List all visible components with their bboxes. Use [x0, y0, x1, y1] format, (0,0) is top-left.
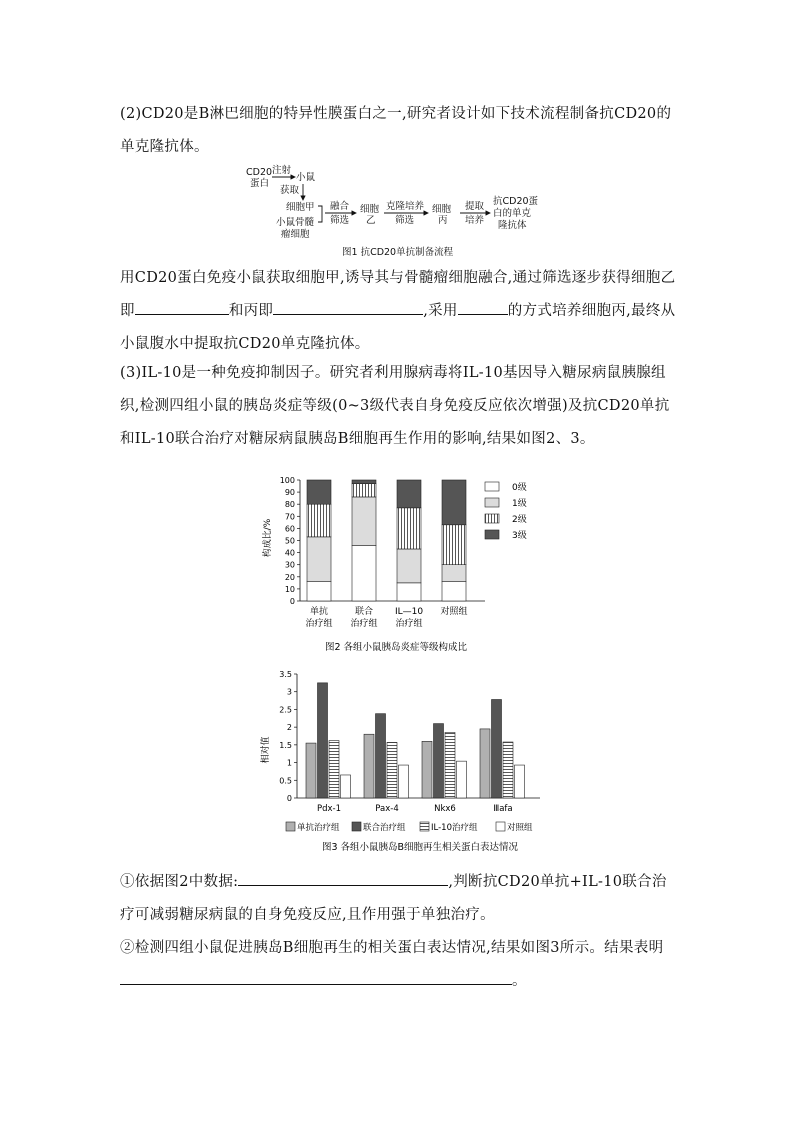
- chart2-x-label: 单抗: [309, 607, 329, 617]
- chart3-legend-swatch: [420, 822, 429, 831]
- chart3-bar: [480, 729, 490, 798]
- chart2-bar-segment: [397, 480, 421, 508]
- chart2-y-tick-label: 80: [284, 500, 295, 510]
- flow-cell-a: 细胞甲: [286, 202, 315, 213]
- chart3-legend-label: 对照组: [507, 823, 533, 833]
- q3-sub1-b: ,判断抗CD20单抗+IL-10联合治疗可减弱糖尿病鼠的自身免疫反应,且作用强于单独治疗。: [120, 874, 667, 923]
- flow-mouse: 小鼠: [296, 172, 316, 183]
- chart2-x-label: 联合: [354, 607, 374, 617]
- chart3-bar: [318, 683, 328, 798]
- flow-myeloma-1: 小鼠骨髓: [276, 217, 315, 228]
- chart3-bar: [457, 761, 467, 798]
- q3-sub2-b: 。: [512, 973, 527, 989]
- chart2-bar-segment: [352, 480, 376, 484]
- chart3-y-tick-label: 0: [286, 794, 292, 803]
- chart2-legend-swatch: [485, 498, 499, 507]
- chart3-bar: [503, 742, 513, 798]
- flowchart-figure1: [0, 160, 794, 260]
- q2-fill: [120, 262, 680, 361]
- chart3-x-label: Pax-4: [375, 804, 399, 814]
- chart2-y-tick-label: 40: [284, 548, 295, 558]
- chart-figure3: [250, 660, 550, 860]
- q2-intro: [120, 98, 680, 164]
- chart2-legend-label: 3级: [512, 531, 527, 541]
- q2-fill-part3: ,采用: [423, 303, 458, 319]
- chart2-y-tick-label: 90: [284, 488, 295, 498]
- chart3-bar: [329, 741, 339, 798]
- flow-myeloma-2: 瘤细胞: [281, 229, 310, 240]
- chart2-bar-segment: [307, 504, 331, 537]
- flow-caption: 图1 抗CD20单抗制备流程: [342, 247, 454, 258]
- chart3-x-label: Ⅲafa: [493, 804, 513, 814]
- flow-culture: 培养: [465, 215, 485, 226]
- chart3-legend-label: 联合治疗组: [363, 823, 406, 833]
- chart3-y-tick-label: 1.5: [279, 740, 292, 750]
- chart3-y-tick-label: 3: [286, 687, 292, 697]
- chart2-y-tick-label: 100: [279, 476, 295, 485]
- chart2-bar-segment: [307, 582, 331, 601]
- q2-fill-part1: 用CD20蛋白免疫小鼠获取细胞甲,诱导其与骨髓瘤细胞融合,通过筛选逐步获得细胞乙即: [120, 270, 676, 319]
- chart3-legend-label: 单抗治疗组: [297, 823, 340, 833]
- chart3-y-tick-label: 2: [286, 723, 292, 733]
- chart2-bar-segment: [397, 549, 421, 583]
- flow-screen2: 筛选: [395, 215, 415, 226]
- chart2-bar-segment: [352, 545, 376, 601]
- chart3-bar: [341, 775, 351, 798]
- q3-intro: [120, 357, 680, 456]
- chart2-x-label: 治疗组: [395, 619, 423, 629]
- chart-figure2: [250, 470, 550, 655]
- chart2-x-label: 治疗组: [305, 619, 333, 629]
- chart3-bar: [445, 732, 455, 798]
- chart3-y-tick-label: 3.5: [279, 670, 292, 679]
- chart2-y-tick-label: 70: [284, 512, 295, 522]
- chart2-legend-label: 0级: [512, 483, 527, 493]
- q3-sub2-a: ②检测四组小鼠促进胰岛B细胞再生的相关蛋白表达情况,结果如图3所示。结果表明: [120, 940, 664, 956]
- flow-product-1: 抗CD20蛋: [493, 196, 539, 207]
- chart2-bar-segment: [307, 480, 331, 504]
- flow-cell-c-2: 丙: [438, 215, 448, 226]
- chart3-bar: [376, 714, 386, 798]
- chart2-bar-segment: [442, 525, 466, 565]
- flow-cell-b-1: 细胞: [360, 204, 380, 215]
- flow-extract: 提取: [465, 201, 485, 212]
- chart3-bar: [306, 743, 316, 798]
- chart2-y-tick-label: 50: [284, 536, 295, 546]
- flow-inject: 注射: [272, 165, 292, 176]
- answer-blank-cell-c[interactable]: [273, 296, 423, 315]
- chart2-y-tick-label: 20: [284, 572, 295, 582]
- q3-text: (3)IL-10是一种免疫抑制因子。研究者利用腺病毒将IL-10基因导入糖尿病鼠胰腺组织,检测四组小鼠的胰岛炎症等级(0~3级代表自身免疫反应依次增强)及抗CD20单抗和IL-10联合治疗对糖尿病鼠胰岛B细胞再生作用的影响,结果如图2、3。: [120, 365, 670, 447]
- q3-sub2: [120, 932, 680, 998]
- chart3-bar: [515, 765, 525, 798]
- chart2-legend-label: 1级: [512, 499, 527, 509]
- chart3-y-tick-label: 2.5: [279, 705, 292, 715]
- chart2-title: 图2 各组小鼠胰岛炎症等级构成比: [324, 642, 468, 653]
- chart3-bar: [422, 741, 432, 798]
- answer-blank-figure2-data[interactable]: [238, 867, 448, 886]
- flow-cell-c-1: 细胞: [432, 204, 452, 215]
- chart2-bar-segment: [397, 583, 421, 601]
- chart2-bar-segment: [397, 508, 421, 549]
- chart3-y-tick-label: 0.5: [279, 776, 292, 786]
- chart3-bar: [364, 734, 374, 798]
- chart2-legend-label: 2级: [512, 515, 527, 525]
- chart2-bar-segment: [352, 497, 376, 545]
- chart2-y-tick-label: 30: [284, 560, 295, 570]
- chart2-legend-swatch: [485, 514, 499, 523]
- answer-blank-cell-b[interactable]: [135, 296, 229, 315]
- chart3-title: 图3 各组小鼠胰岛B细胞再生相关蛋白表达情况: [321, 842, 519, 853]
- q2-fill-part4: 的方式培养细胞丙,最终从小鼠腹水中提取抗CD20单克隆抗体。: [120, 303, 676, 352]
- chart2-bar-segment: [442, 565, 466, 582]
- chart2-legend-swatch: [485, 530, 499, 539]
- chart2-ylabel: 构成比/%: [263, 518, 273, 558]
- chart3-legend-swatch: [496, 822, 505, 831]
- flow-obtain: 获取: [280, 185, 300, 196]
- chart2-bar-segment: [307, 537, 331, 582]
- flow-cd20-1: CD20: [246, 167, 273, 178]
- chart2-x-label: IL—10: [394, 607, 424, 617]
- chart2-y-tick-label: 0: [289, 597, 295, 606]
- flow-cell-b-2: 乙: [366, 215, 376, 226]
- flow-product-3: 隆抗体: [498, 220, 527, 231]
- q2-fill-part2: 和丙即: [228, 303, 274, 319]
- chart3-legend-swatch: [352, 822, 361, 831]
- chart3-bar: [387, 742, 397, 798]
- chart2-x-label: 对照组: [440, 607, 468, 617]
- answer-blank-culture-method[interactable]: [458, 296, 508, 315]
- chart2-y-tick-label: 10: [284, 584, 295, 594]
- chart2-bar-segment: [442, 582, 466, 601]
- chart3-x-label: Nkx6: [434, 804, 456, 814]
- flow-screen1: 筛选: [330, 215, 350, 226]
- flow-cd20-2: 蛋白: [250, 178, 270, 189]
- chart3-bar: [492, 700, 502, 798]
- chart2-bar-segment: [352, 484, 376, 497]
- chart3-legend-swatch: [286, 822, 295, 831]
- chart3-bar: [434, 724, 444, 798]
- chart3-y-tick-label: 1: [286, 758, 292, 768]
- q3-sub1: [120, 866, 680, 932]
- flow-fuse: 融合: [330, 201, 350, 212]
- chart2-x-label: 治疗组: [350, 619, 378, 629]
- flow-product-2: 白的单克: [493, 208, 532, 219]
- chart3-ylabel: 相对值: [261, 736, 271, 764]
- q2-text: (2)CD20是B淋巴细胞的特异性膜蛋白之一,研究者设计如下技术流程制备抗CD20的单克隆抗体。: [120, 106, 672, 155]
- answer-blank-figure3-conclusion[interactable]: [120, 966, 512, 985]
- chart2-bar-segment: [442, 480, 466, 525]
- chart3-legend-label: IL-10治疗组: [431, 823, 478, 833]
- chart3-x-label: Pdx-1: [316, 804, 342, 814]
- chart3-bar: [399, 765, 409, 798]
- q3-sub1-a: ①依据图2中数据:: [120, 874, 239, 890]
- chart2-legend-swatch: [485, 482, 499, 491]
- chart2-y-tick-label: 60: [284, 524, 295, 534]
- flow-clone-culture: 克隆培养: [386, 201, 425, 212]
